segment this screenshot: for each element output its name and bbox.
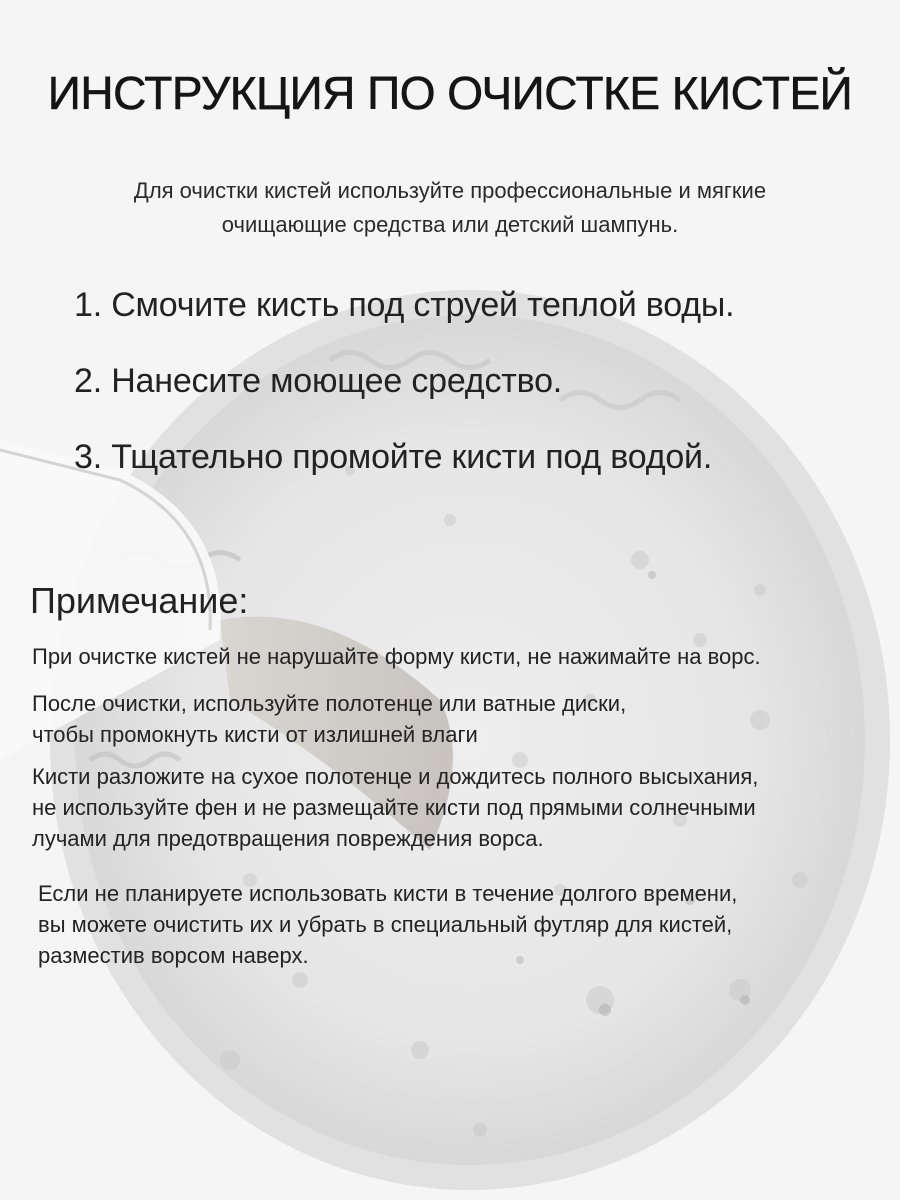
page-title: ИНСТРУКЦИЯ ПО ОЧИСТКЕ КИСТЕЙ <box>47 67 853 119</box>
intro-text <box>60 174 840 242</box>
intro-line: Для очистки кистей используйте профессиональные и мягкие <box>133 178 767 203</box>
note-line: После очистки, используйте полотенце или ватные диски, <box>32 691 627 716</box>
note-line: не используйте фен и не размещайте кисти под прямыми солнечными <box>32 795 756 820</box>
intro-line: очищающие средства или детский шампунь. <box>221 212 679 237</box>
note-line: вы можете очистить их и убрать в специальный футляр для кистей, <box>38 912 733 937</box>
step-1: 1. Смочите кисть под струей теплой воды. <box>74 286 735 324</box>
note-item <box>32 688 626 750</box>
note-item <box>32 761 758 854</box>
note-item <box>32 641 761 672</box>
note-line: При очистке кистей не нарушайте форму кисти, не нажимайте на ворс. <box>32 644 761 669</box>
note-line: чтобы промокнуть кисти от излишней влаги <box>32 722 478 747</box>
note-line: Если не планируете использовать кисти в течение долгого времени, <box>38 881 738 906</box>
note-line: лучами для предотвращения повреждения ворса. <box>32 826 544 851</box>
step-3: 3. Тщательно промойте кисти под водой. <box>74 438 713 476</box>
note-line: разместив ворсом наверх. <box>38 943 309 968</box>
note-line: Кисти разложите на сухое полотенце и дождитесь полного высыхания, <box>32 764 759 789</box>
step-2: 2. Нанесите моющее средство. <box>74 362 563 400</box>
note-heading: Примечание: <box>30 580 249 621</box>
note-item <box>38 878 737 971</box>
